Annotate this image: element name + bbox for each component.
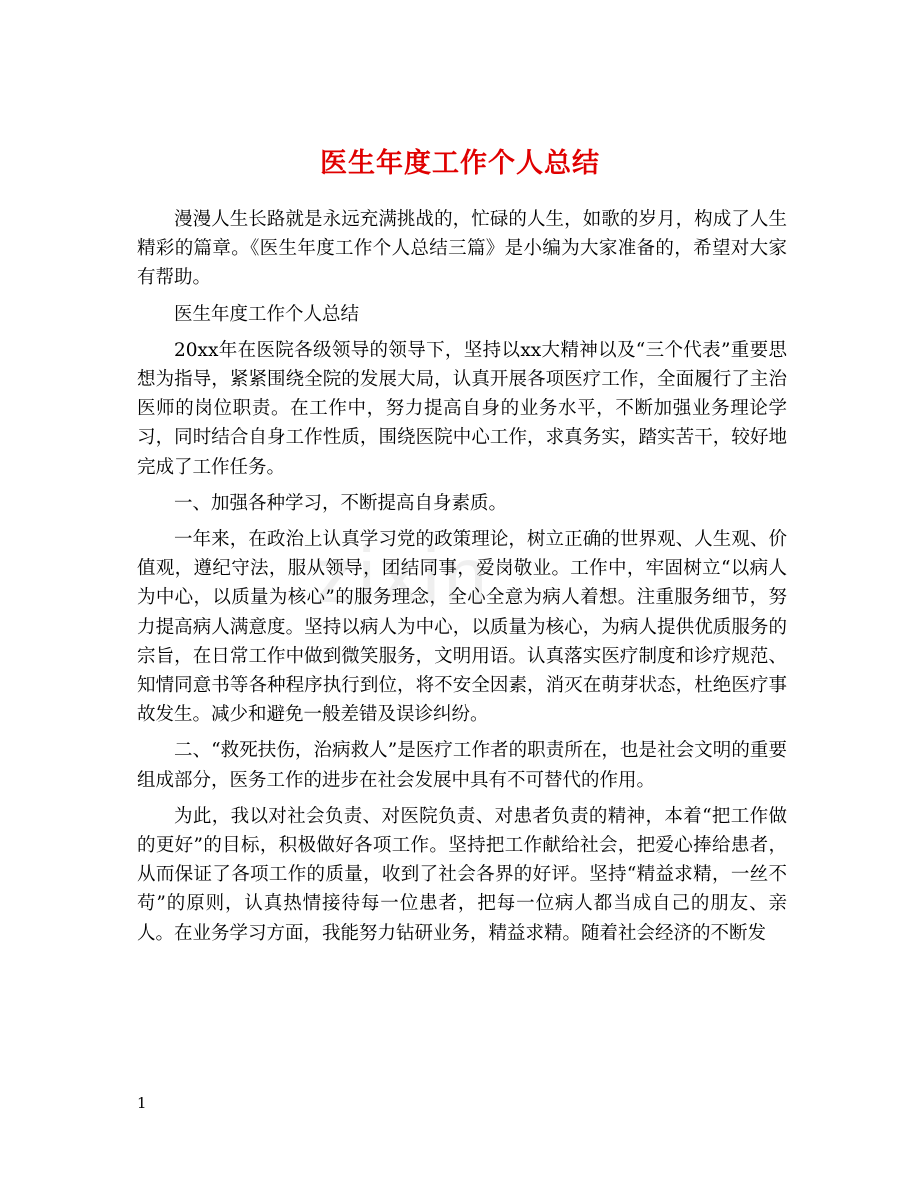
body-paragraph: 为此，我以对社会负责、对医院负责、对患者负责的精神，本着“把工作做的更好”的目标，积极做好各项工作。坚持把工作献给社会，把爱心捧给患者，从而保证了各项工作的质量，收到了社会各界的好评。坚持“精益求精，一丝不苟”的原则，认真热情接待每一位患者，把每一位病人都当成自己的朋友、亲人。在业务学习方面，我能努力钻研业务，精益求精。随着社会经济的不断发 [137, 805, 787, 944]
section-heading: 医生年度工作个人总结 [174, 303, 360, 325]
document-body [137, 205, 787, 955]
subsection-heading-2: 二、“救死扶伤，治病救人”是医疗工作者的职责所在，也是社会文明的重要组成部分，医务工作的进步在社会发展中具有不可替代的作用。 [137, 740, 787, 791]
body-paragraph: 20xx年在医院各级领导的领导下，坚持以xx大精神以及“三个代表”重要思想为指导，紧紧围绕全院的发展大局，认真开展各项医疗工作，全面履行了主治医师的岗位职责。在工作中，努力提高自身的业务水平，不断加强业务理论学习，同时结合自身工作性质，围绕医院中心工作，求真务实，踏实苦干，较好地完成了工作任务。 [137, 339, 787, 478]
body-paragraph: 一年来，在政治上认真学习党的政策理论，树立正确的世界观、人生观、价值观，遵纪守法，服从领导，团结同事，爱岗敬业。工作中，牢固树立“以病人为中心，以质量为核心”的服务理念，全心全意为病人着想。注重服务细节，努力提高病人满意度。坚持以病人为中心，以质量为核心，为病人提供优质服务的宗旨，在日常工作中做到微笑服务，文明用语。认真落实医疗制度和诊疗规范、知情同意书等各种程序执行到位，将不安全因素，消灭在萌芽状态，杜绝医疗事故发生。减少和避免一般差错及误诊纠纷。 [137, 529, 787, 726]
watermark: zixin [315, 531, 492, 619]
subsection-heading-1: 一、加强各种学习，不断提高自身素质。 [174, 492, 508, 514]
intro-paragraph: 漫漫人生长路就是永远充满挑战的，忙碌的人生，如歌的岁月，构成了人生精彩的篇章。《医生年度工作个人总结三篇》是小编为大家准备的，希望对大家有帮助。 [137, 209, 787, 289]
document-title: 医生年度工作个人总结 [320, 148, 600, 180]
page-number: 1 [137, 1094, 147, 1112]
